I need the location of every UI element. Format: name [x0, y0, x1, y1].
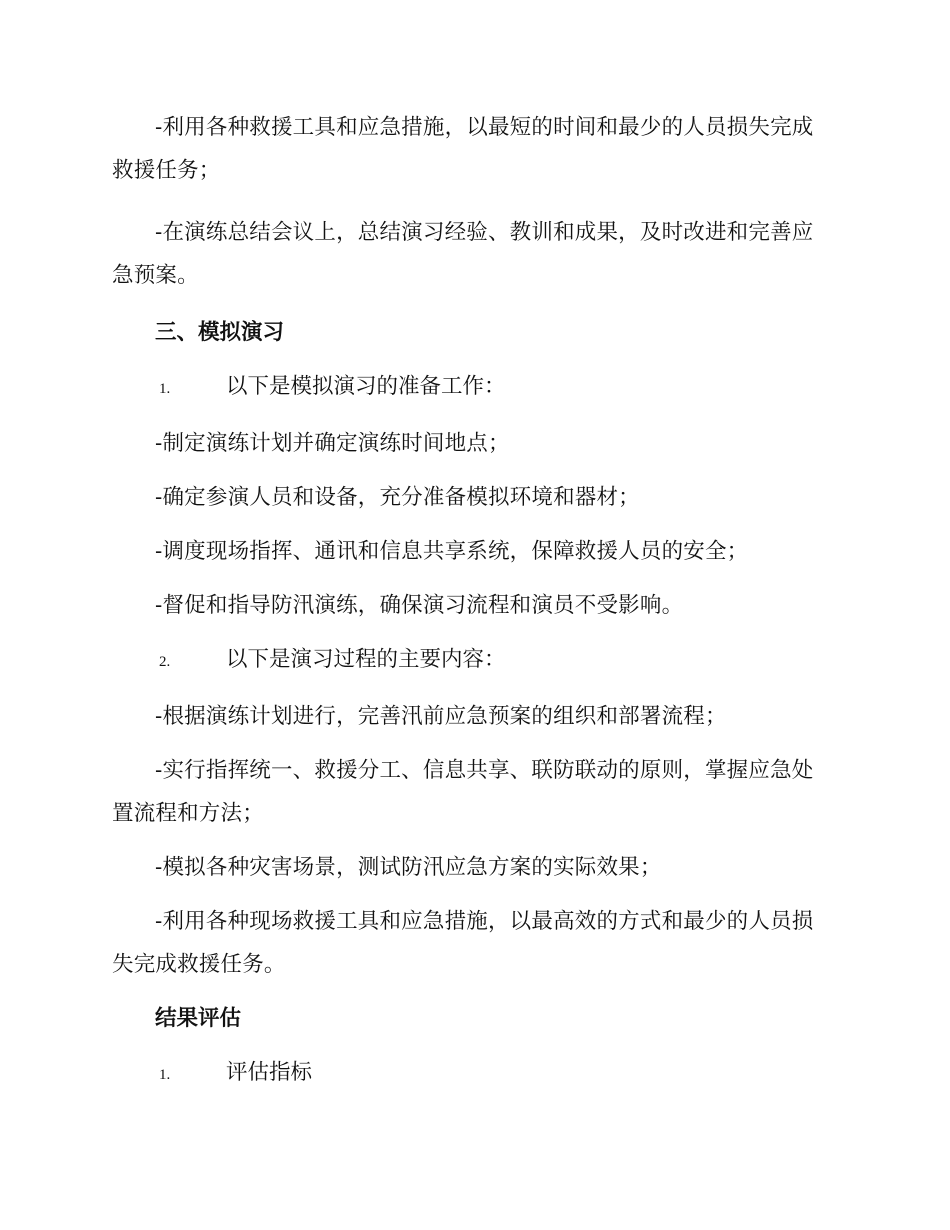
bullet-item: -根据演练计划进行，完善汛前应急预案的组织和部署流程；: [155, 704, 727, 729]
bullet-item: -模拟各种灾害场景，测试防汛应急方案的实际效果；: [155, 855, 662, 880]
item-number: 2.: [159, 654, 171, 670]
document-body: [112, 106, 824, 1108]
item-number: 1.: [159, 381, 171, 397]
numbered-item-1: [112, 365, 824, 411]
section-heading-results: 结果评估: [155, 1006, 242, 1031]
item-text: 以下是模拟演习的准备工作：: [226, 374, 506, 399]
bullet-item: -利用各种现场救援工具和应急措施，以最高效的方式和最少的人员损失完成救援任务。: [112, 909, 814, 977]
intro-paragraph-1: -利用各种救援工具和应急措施，以最短的时间和最少的人员损失完成救援任务；: [112, 115, 814, 183]
numbered-item-2: [112, 638, 824, 684]
intro-paragraph-2: -在演练总结会议上，总结演习经验、教训和成果，及时改进和完善应急预案。: [112, 220, 814, 288]
item-number: 1.: [159, 1067, 171, 1083]
section-heading-simulation: 三、模拟演习: [155, 320, 285, 345]
bullet-item: -制定演练计划并确定演练时间地点；: [155, 431, 510, 456]
item-text: 评估指标: [226, 1060, 313, 1085]
bullet-item: -实行指挥统一、救援分工、信息共享、联防联动的原则，掌握应急处置流程和方法；: [112, 758, 814, 826]
item-text: 以下是演习过程的主要内容：: [226, 647, 506, 672]
bullet-item: -调度现场指挥、通讯和信息共享系统，保障救援人员的安全；: [155, 539, 749, 564]
bullet-item: -确定参演人员和设备，充分准备模拟环境和器材；: [155, 485, 640, 510]
bullet-item: -督促和指导防汛演练，确保演习流程和演员不受影响。: [155, 593, 684, 618]
numbered-item-results-1: [112, 1051, 824, 1097]
